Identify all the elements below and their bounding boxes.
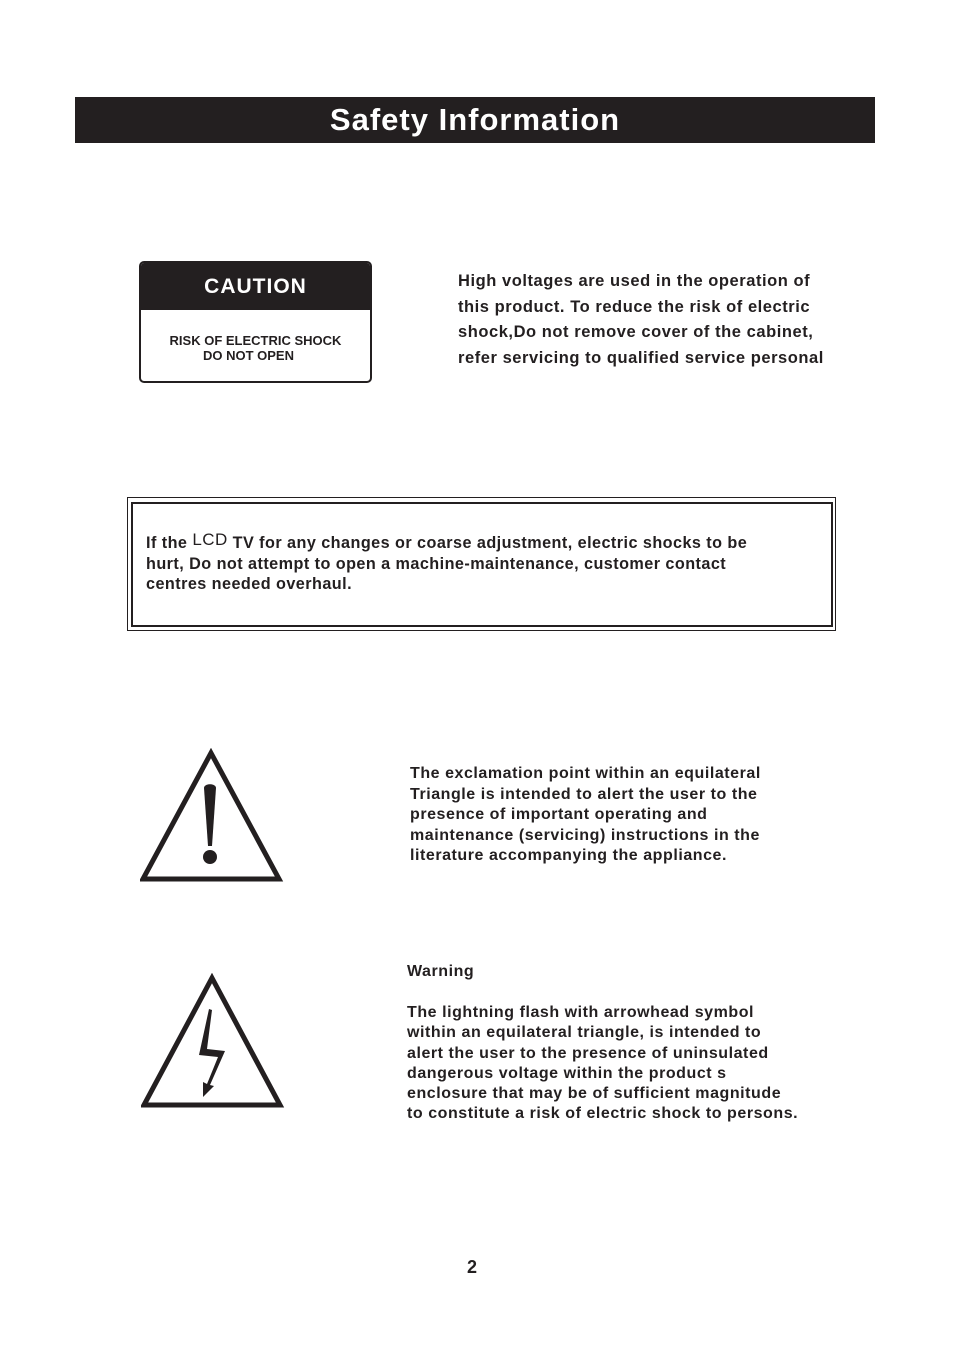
lightning-line-6: to constitute a risk of electric shock to persons. bbox=[407, 1105, 799, 1123]
lightning-line-4: dangerous voltage within the product s bbox=[407, 1064, 727, 1082]
caution-line-2: DO NOT OPEN bbox=[202, 348, 294, 363]
caution-heading: CAUTION bbox=[141, 263, 370, 310]
lightning-line-1: The lightning flash with arrowhead symbol bbox=[407, 1004, 755, 1021]
exclamation-line-5: literature accompanying the appliance. bbox=[410, 847, 727, 864]
page-number: 2 bbox=[466, 1257, 477, 1277]
voltage-line-2: this product. To reduce the risk of electric bbox=[458, 297, 811, 316]
exclamation-triangle-icon bbox=[140, 748, 284, 883]
lcd-notice-line-3: centres needed overhaul. bbox=[146, 575, 353, 593]
page-title: Safety Information bbox=[329, 102, 621, 137]
lcd-notice-box bbox=[127, 497, 836, 631]
title-bar bbox=[75, 97, 875, 143]
lcd-notice-inner-frame bbox=[131, 502, 833, 627]
voltage-line-1: High voltages are used in the operation of bbox=[458, 272, 811, 290]
lcd-notice-prefix: If the bbox=[146, 534, 193, 552]
exclamation-line-2: Triangle is intended to alert the user to the bbox=[410, 785, 758, 803]
exclamation-line-1: The exclamation point within an equilateral bbox=[410, 765, 761, 782]
lcd-notice-device: LCD bbox=[192, 530, 228, 549]
lightning-line-5: enclosure that may be of sufficient magnitude bbox=[407, 1085, 782, 1103]
warning-title: Warning bbox=[407, 963, 475, 980]
lightning-line-3: alert the user to the presence of uninsulated bbox=[407, 1044, 769, 1062]
lcd-notice-line-2: hurt, Do not attempt to open a machine-maintenance, customer contact bbox=[146, 554, 727, 573]
voltage-line-3: shock,Do not remove cover of the cabinet, bbox=[458, 323, 814, 341]
caution-label bbox=[139, 261, 372, 383]
exclamation-line-4: maintenance (servicing) instructions in the bbox=[410, 826, 760, 844]
caution-body bbox=[141, 310, 370, 363]
voltage-warning-text bbox=[458, 269, 824, 371]
lightning-triangle-icon bbox=[141, 973, 285, 1109]
lightning-description bbox=[407, 1003, 798, 1125]
lcd-notice-text bbox=[146, 530, 748, 595]
lcd-notice-line-1: TV for any changes or coarse adjustment, electric shocks to be bbox=[227, 534, 748, 552]
exclamation-description bbox=[410, 764, 761, 867]
caution-line-1: RISK OF ELECTRIC SHOCK bbox=[169, 333, 342, 348]
exclamation-line-3: presence of important operating and bbox=[410, 806, 708, 823]
voltage-line-4: refer servicing to qualified service personal bbox=[458, 348, 824, 367]
lightning-line-2: within an equilateral triangle, is intended to bbox=[407, 1024, 762, 1042]
